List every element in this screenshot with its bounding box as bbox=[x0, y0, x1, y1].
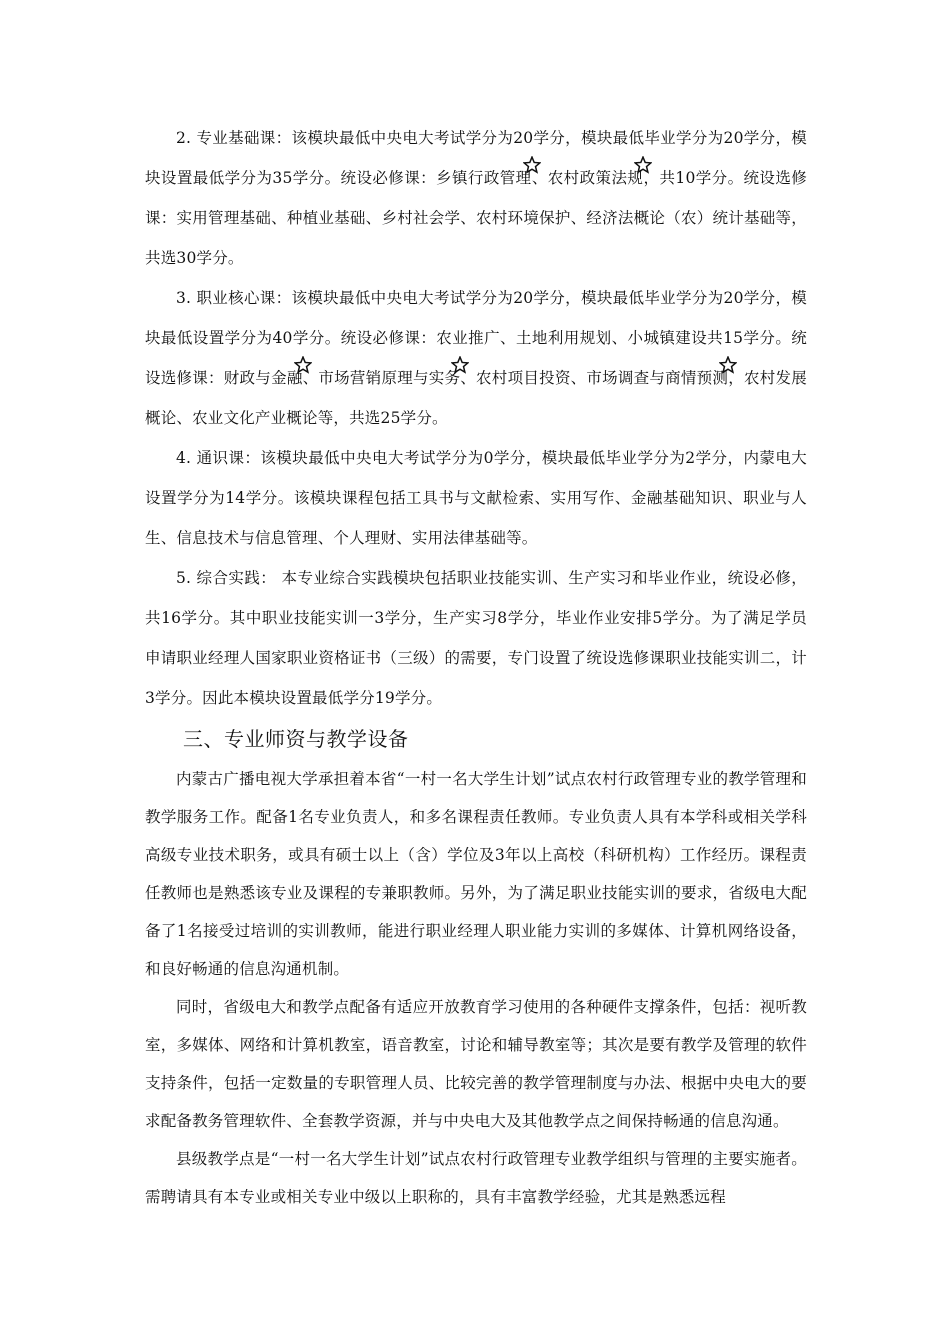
document-page bbox=[145, 118, 807, 1216]
paragraph-hardware-software-conditions: 同时，省级电大和教学点配备有适应开放教育学习使用的各种硬件支撑条件，包括：视听教室，多媒体、网络和计算机教室，语音教室，讨论和辅导教室等；其次是要有教学及管理的软件支持条件，包括一定数量的专职管理人员、比较完善的教学管理制度与办法、根据中央电大的要求配备教务管理软件、全套教学资源，并与中央电大及其他教学点之间保持畅通的信息沟通。 bbox=[145, 998, 807, 1130]
paragraph-general-courses: 4. 通识课：该模块最低中央电大考试学分为0学分，模块最低毕业学分为2学分，内蒙电大设置学分为14学分。该模块课程包括工具书与文献检索、实用写作、金融基础知识、职业与人生、信息技术与信息管理、个人理财、实用法律基础等。 bbox=[145, 449, 807, 547]
section-heading-faculty-equipment: 三、专业师资与教学设备 bbox=[183, 727, 409, 751]
text-run: 、市场营销原理与实务 bbox=[302, 369, 461, 387]
paragraph-comprehensive-practice: 5. 综合实践： 本专业综合实践模块包括职业技能实训、生产实习和毕业作业，统设必修，共16学分。其中职业技能实训一3学分，生产实习8学分，毕业作业安排5学分。为了满足学员申请职业经理人国家职业资格证书（三级）的需要，专门设置了统设选修课职业技能实训二，计3学分。因此本模块设置最低学分19学分。 bbox=[145, 569, 807, 707]
text-run: 3. 职业核心课：该模块最低中央电大考试学分为20学分，模块最低毕业学分为20学分，模块最低设置学分为40学分。统设必修课：农业推广、土地利用规划、小城镇建设共15学分。统设选修课：财政与金融 bbox=[145, 289, 807, 387]
text-run: 、农村项目投资、市场调查与商情预测 bbox=[460, 369, 729, 387]
paragraph-professional-foundation-courses bbox=[145, 118, 807, 278]
text-run: ，农村发展概论、农业文化产业概论等，共选25学分。 bbox=[145, 369, 807, 427]
paragraph-provincial-university: 内蒙古广播电视大学承担着本省“一村一名大学生计划”试点农村行政管理专业的教学管理和教学服务工作。配备1名专业负责人，和多名课程责任教师。专业负责人具有本学科或相关学科高级专业技术职务，或具有硕士以上（含）学位及3年以上高校（科研机构）工作经历。课程责任教师也是熟悉该专业及课程的专兼职教师。另外，为了满足职业技能实训的要求，省级电大配备了1名接受过培训的实训教师，能进行职业经理人职业能力实训的多媒体、计算机网络设备，和良好畅通的信息沟通机制。 bbox=[145, 770, 807, 978]
paragraph-vocational-core-courses bbox=[145, 278, 807, 438]
paragraph-county-teaching-points: 县级教学点是“一村一名大学生计划”试点农村行政管理专业教学组织与管理的主要实施者。需聘请具有本专业或相关专业中级以上职称的，具有丰富教学经验，尤其是熟悉远程 bbox=[145, 1150, 807, 1206]
text-run: 、农村政策法规 bbox=[531, 169, 644, 187]
text-run: ，共10学分。统设选修课：实用管理基础、种植业基础、乡村社会学、农村环境保护、经济法概论（农）统计基础等，共选30学分。 bbox=[145, 169, 807, 267]
text-run: 2. 专业基础课：该模块最低中央电大考试学分为20学分，模块最低毕业学分为20学分，模块设置最低学分为35学分。统设必修课：乡镇行政管理 bbox=[145, 129, 807, 187]
